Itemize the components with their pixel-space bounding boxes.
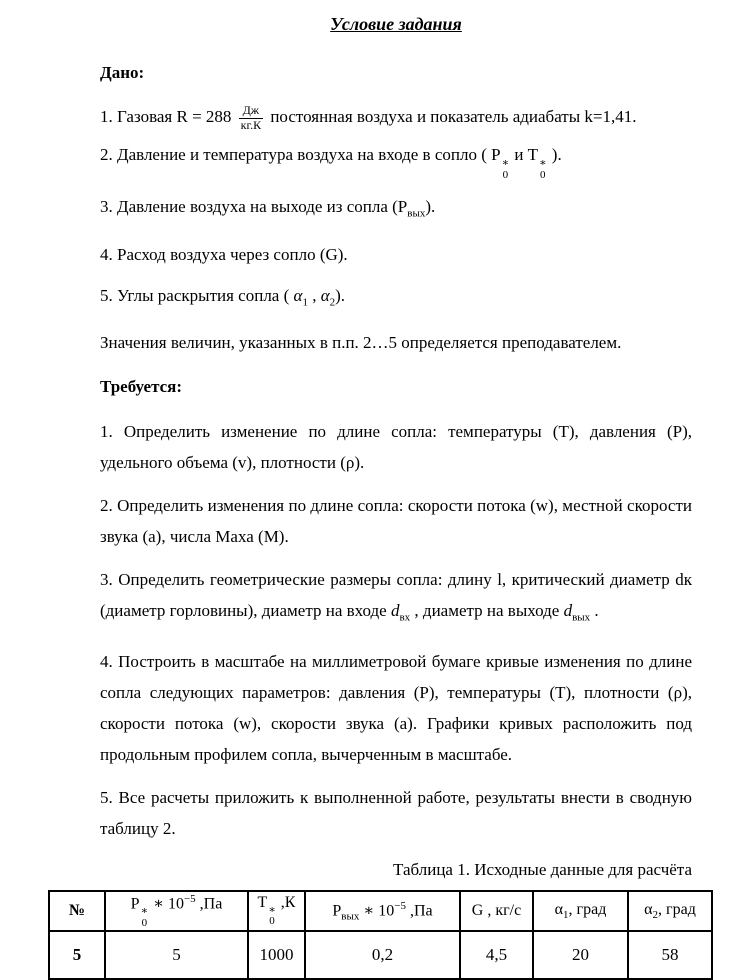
given-item-1-text-a: 1. Газовая R = 288: [100, 107, 232, 126]
alpha-symbol: α: [554, 900, 564, 918]
cell-p0-value: 5: [105, 931, 248, 979]
given-item-3: [100, 192, 692, 228]
t0-star-script: [268, 905, 275, 928]
alpha1-subscript: 1: [302, 296, 308, 309]
p-out-letter: P: [332, 901, 342, 919]
cell-alpha1-value: 20: [533, 931, 628, 979]
unit-grad: , град: [658, 900, 696, 918]
p0-star-script: [502, 158, 509, 181]
times-ten: ∗ 10: [149, 894, 184, 912]
given-item-2-text-b: и T: [510, 145, 539, 165]
table-header-row: [49, 891, 712, 931]
required-item-4: 4. Построить в масштабе на миллиметровой бумаге кривые изменения по длине сопла следующих параметров: давления (Р), температуры (Т), плотности (ρ), скорости потока (w), скорости звука (а). Графики кривых расположить под продольным профилем сопла, вычерченным в масштабе.: [100, 651, 692, 764]
script-star: ∗: [539, 157, 547, 170]
header-alpha2: [628, 891, 712, 931]
cell-alpha2-value: 58: [628, 931, 712, 979]
given-note: Значения величин, указанных в п.п. 2…5 определяется преподавателем.: [100, 333, 622, 353]
script-zero: 0: [269, 915, 275, 928]
unit-grad: , град: [568, 900, 607, 918]
given-item-4: 4. Расход воздуха через сопло (G).: [100, 244, 348, 264]
fraction-denominator: кг.К: [240, 117, 262, 132]
p0-letter: P: [130, 894, 140, 912]
alpha2-subscript: 2: [652, 908, 659, 921]
p-out-subscript: вых: [341, 910, 360, 923]
given-item-2-text-c: ).: [547, 145, 562, 165]
table-data-row: [49, 931, 712, 979]
fraction-j-per-kgk: [239, 104, 263, 133]
times-ten: ∗ 10: [359, 901, 395, 919]
given-item-5-text-b: ).: [335, 285, 346, 305]
required-item-3-text-c: .: [590, 601, 599, 621]
given-heading: Дано:: [100, 63, 145, 82]
cell-g-value: 4,5: [460, 931, 533, 979]
alpha1-subscript: 1: [563, 908, 569, 921]
alpha1-symbol: α: [293, 285, 303, 305]
header-t0: [248, 891, 305, 931]
header-p-out: [305, 891, 460, 931]
d-out-subscript: вых: [572, 611, 591, 624]
given-item-1: [100, 102, 692, 132]
exponent: −5: [394, 899, 406, 912]
cell-variant-number: 5: [49, 931, 105, 979]
d-in-subscript: вх: [399, 611, 411, 624]
d-in-symbol: d: [390, 601, 400, 621]
required-item-3: [100, 564, 692, 633]
given-item-3-text-a: 3. Давление воздуха на выходе из сопла (P: [100, 197, 408, 217]
script-zero: 0: [141, 916, 148, 929]
required-heading: Требуется:: [100, 377, 183, 397]
given-item-3-text-b: ).: [425, 197, 436, 217]
script-star: ∗: [140, 904, 149, 917]
fraction-numerator: Дж: [239, 104, 263, 119]
given-item-5: [100, 281, 692, 317]
required-item-3-text-a: 3. Определить геометрические размеры сопла: длину l, критический диаметр dк (диаметр горловины), диаметр на входе: [100, 570, 692, 621]
input-data-table: [48, 890, 713, 980]
unit-pa: ,Па: [195, 894, 223, 912]
cell-t0-value: 1000: [248, 931, 305, 979]
header-p0: [105, 891, 248, 931]
d-out-symbol: d: [563, 601, 573, 621]
header-number: №: [49, 891, 105, 931]
given-item-2-text-a: 2. Давление и температура воздуха на входе в сопло ( P: [100, 145, 501, 165]
script-zero: 0: [540, 168, 546, 181]
p-vyh-subscript: вых: [407, 207, 426, 220]
p0-star-script: [141, 906, 148, 929]
given-item-1-text-b: постоянная воздуха и показатель адиабаты k=1,41.: [270, 107, 637, 126]
alpha2-symbol: α: [320, 285, 330, 305]
given-item-2: [100, 140, 692, 181]
t0-star-script: [539, 158, 546, 181]
script-zero: 0: [502, 168, 509, 181]
header-alpha1: [533, 891, 628, 931]
required-item-5: 5. Все расчеты приложить к выполненной работе, результаты внести в сводную таблицу 2.: [100, 787, 692, 838]
required-item-2: 2. Определить изменения по длине сопла: скорости потока (w), местной скорости звука (а), числа Маха (М).: [100, 496, 692, 547]
header-g: G , кг/с: [460, 891, 533, 931]
page-title: Условие задания: [330, 14, 462, 34]
script-star: ∗: [501, 157, 510, 170]
script-star: ∗: [268, 903, 276, 916]
unit-pa: ,Па: [405, 901, 433, 919]
given-item-5-comma: ,: [307, 285, 321, 305]
exponent: −5: [183, 892, 196, 905]
required-item-3-text-b: , диаметр на выходе: [410, 601, 564, 621]
cell-p-out-value: 0,2: [305, 931, 460, 979]
given-item-5-text-a: 5. Углы раскрытия сопла (: [100, 285, 294, 305]
table-wrapper: [48, 890, 696, 980]
alpha-symbol: α: [644, 900, 653, 918]
unit-k: ,К: [276, 893, 296, 911]
required-item-1: 1. Определить изменение по длине сопла: температуры (Т), давления (Р), удельного объема (v), плотности (ρ).: [100, 422, 692, 473]
t0-letter: T: [257, 893, 268, 911]
table-caption: Таблица 1. Исходные данные для расчёта: [393, 859, 692, 879]
alpha2-subscript: 2: [329, 296, 336, 309]
